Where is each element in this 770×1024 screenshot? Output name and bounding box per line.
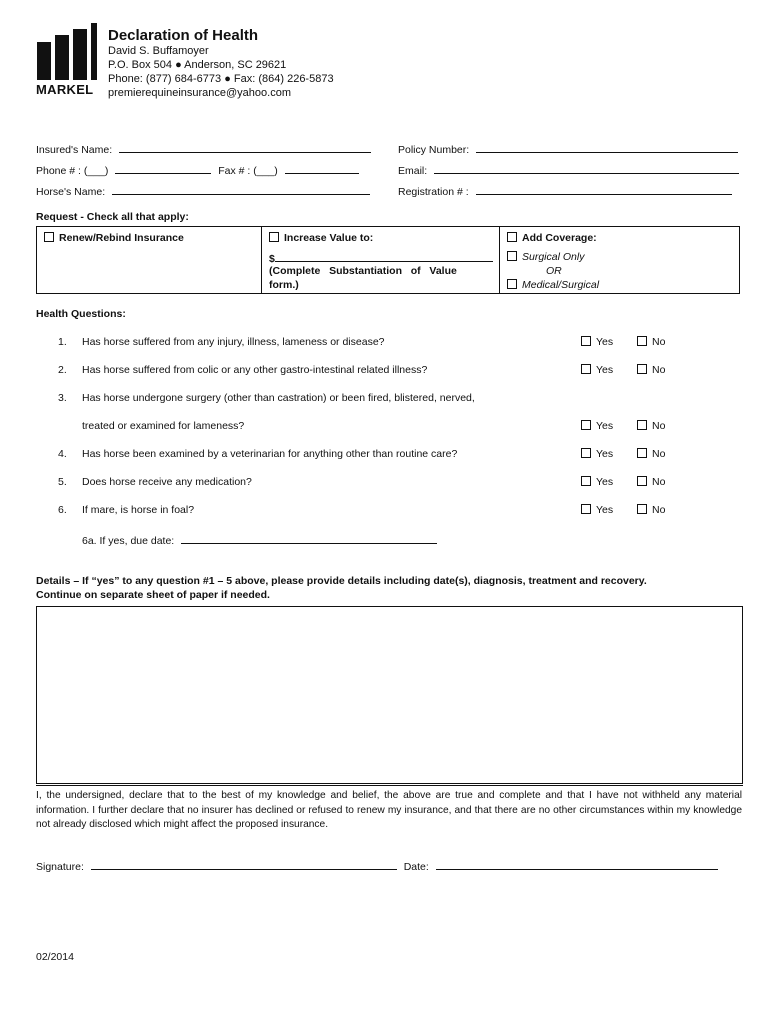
registration-label: Registration # : (398, 186, 469, 198)
yes-label: Yes (596, 364, 614, 376)
increase-value-field[interactable] (275, 251, 493, 262)
agent-phone-fax: Phone: (877) 684-6773 ● Fax: (864) 226-5873 (108, 73, 334, 85)
question-text: Has horse suffered from any injury, illness, lameness or disease? (82, 336, 385, 348)
no-checkbox[interactable] (637, 336, 647, 346)
details-textbox[interactable] (36, 606, 743, 784)
complete-substantiation-text-2: form.) (269, 279, 299, 291)
yes-option (581, 336, 613, 348)
question-text: Has horse undergone surgery (other than castration) or been fired, blistered, nerved, (82, 392, 475, 404)
horse-name-row (36, 184, 370, 198)
signature-label: Signature: (36, 861, 84, 873)
no-option (637, 364, 665, 376)
policy-number-field[interactable] (476, 142, 738, 153)
registration-field[interactable] (476, 184, 732, 195)
details-instructions: Details – If “yes” to any question #1 – 5 above, please provide details including date(s), diagnosis, treatment and recovery. (36, 575, 647, 587)
no-label: No (652, 364, 666, 376)
question-text: Has horse suffered from colic or any other gastro-intestinal related illness? (82, 364, 428, 376)
logo-wordmark: MARKEL (36, 82, 94, 97)
phone-row (36, 163, 359, 177)
fax-field[interactable] (285, 163, 359, 174)
health-question-row (0, 504, 770, 518)
question-number: 3. (58, 392, 67, 404)
agent-email: premierequineinsurance@yahoo.com (108, 87, 291, 99)
question-number: 1. (58, 336, 67, 348)
insured-name-row (36, 142, 371, 156)
email-row (398, 163, 739, 177)
yes-checkbox[interactable] (581, 420, 591, 430)
yes-label: Yes (596, 476, 614, 488)
complete-substantiation-text: (Complete Substantiation of Value (269, 265, 457, 277)
yes-label: Yes (596, 420, 614, 432)
no-label: No (652, 476, 666, 488)
increase-checkbox[interactable] (269, 232, 279, 242)
health-question-row (0, 420, 770, 434)
due-date-label: 6a. If yes, due date: (82, 535, 175, 547)
question-number: 4. (58, 448, 67, 460)
yes-checkbox[interactable] (581, 336, 591, 346)
medical-surgical-checkbox[interactable] (507, 279, 517, 289)
yes-option (581, 420, 613, 432)
request-cell-renew (37, 227, 261, 293)
registration-row (398, 184, 732, 198)
yes-checkbox[interactable] (581, 476, 591, 486)
health-question-row (0, 364, 770, 378)
yes-label: Yes (596, 336, 614, 348)
due-date-row (82, 533, 437, 547)
revision-date: 02/2014 (36, 951, 74, 963)
email-field[interactable] (434, 163, 739, 174)
no-option (637, 420, 665, 432)
health-question-row (0, 476, 770, 490)
surgical-only-label: Surgical Only (522, 251, 585, 263)
yes-option (581, 504, 613, 516)
yes-label: Yes (596, 448, 614, 460)
no-option (637, 448, 665, 460)
add-coverage-checkbox[interactable] (507, 232, 517, 242)
question-number: 2. (58, 364, 67, 376)
dollar-sign: $ (269, 253, 275, 265)
policy-number-label: Policy Number: (398, 144, 470, 156)
no-checkbox[interactable] (637, 364, 647, 374)
no-label: No (652, 420, 666, 432)
email-label: Email: (398, 165, 428, 177)
no-checkbox[interactable] (637, 448, 647, 458)
fax-label: Fax # : (___) (218, 165, 278, 177)
no-option (637, 504, 665, 516)
health-question-row (0, 448, 770, 462)
health-question-row (0, 336, 770, 350)
declaration-text: I, the undersigned, declare that to the best of my knowledge and belief, the above are true and complete and that I have not withheld any material information. I further declare that no insurer has declined or refused to renew my insurance, and that there are no other circumstances within my knowledge not already disclosed which might affect the proposed insurance. (36, 790, 742, 830)
question-text: Has horse been examined by a veterinarian for anything other than routine care? (82, 448, 458, 460)
no-option (637, 336, 665, 348)
phone-label: Phone # : (___) (36, 165, 109, 177)
no-label: No (652, 448, 666, 460)
health-heading: Health Questions: (36, 308, 126, 320)
or-label: OR (546, 265, 562, 277)
increase-label: Increase Value to: (284, 232, 374, 244)
agent-address: P.O. Box 504 ● Anderson, SC 29621 (108, 59, 287, 71)
horse-name-label: Horse's Name: (36, 186, 106, 198)
details-underline (36, 785, 743, 786)
question-number: 5. (58, 476, 67, 488)
policy-number-row (398, 142, 738, 156)
yes-checkbox[interactable] (581, 448, 591, 458)
due-date-field[interactable] (181, 533, 437, 544)
question-text: If mare, is horse in foal? (82, 504, 195, 516)
no-checkbox[interactable] (637, 504, 647, 514)
yes-option (581, 364, 613, 376)
medical-surgical-label: Medical/Surgical (522, 279, 600, 291)
surgical-only-checkbox[interactable] (507, 251, 517, 261)
question-number: 6. (58, 504, 67, 516)
no-label: No (652, 504, 666, 516)
renew-checkbox[interactable] (44, 232, 54, 242)
date-label: Date: (403, 861, 429, 873)
request-table (36, 226, 740, 294)
insured-name-label: Insured's Name: (36, 144, 113, 156)
yes-option (581, 476, 613, 488)
question-text: treated or examined for lameness? (82, 420, 245, 432)
no-checkbox[interactable] (637, 420, 647, 430)
no-checkbox[interactable] (637, 476, 647, 486)
signature-date-field[interactable] (436, 859, 718, 870)
renew-label: Renew/Rebind Insurance (59, 232, 184, 244)
request-cell-increase (261, 227, 500, 293)
phone-field[interactable] (115, 163, 211, 174)
yes-label: Yes (596, 504, 614, 516)
health-question-row (0, 392, 770, 406)
signature-field[interactable] (91, 859, 397, 870)
yes-checkbox[interactable] (581, 504, 591, 514)
question-text: Does horse receive any medication? (82, 476, 252, 488)
insured-name-field[interactable] (119, 142, 371, 153)
page-title: Declaration of Health (108, 27, 259, 44)
no-label: No (652, 336, 666, 348)
add-coverage-label: Add Coverage: (522, 232, 597, 244)
agent-name: David S. Buffamoyer (108, 45, 209, 57)
horse-name-field[interactable] (112, 184, 370, 195)
yes-option (581, 448, 613, 460)
request-cell-coverage (499, 227, 739, 293)
request-heading: Request - Check all that apply: (36, 211, 189, 223)
details-instructions-2: Continue on separate sheet of paper if needed. (36, 589, 270, 601)
signature-row (36, 859, 718, 873)
yes-checkbox[interactable] (581, 364, 591, 374)
no-option (637, 476, 665, 488)
